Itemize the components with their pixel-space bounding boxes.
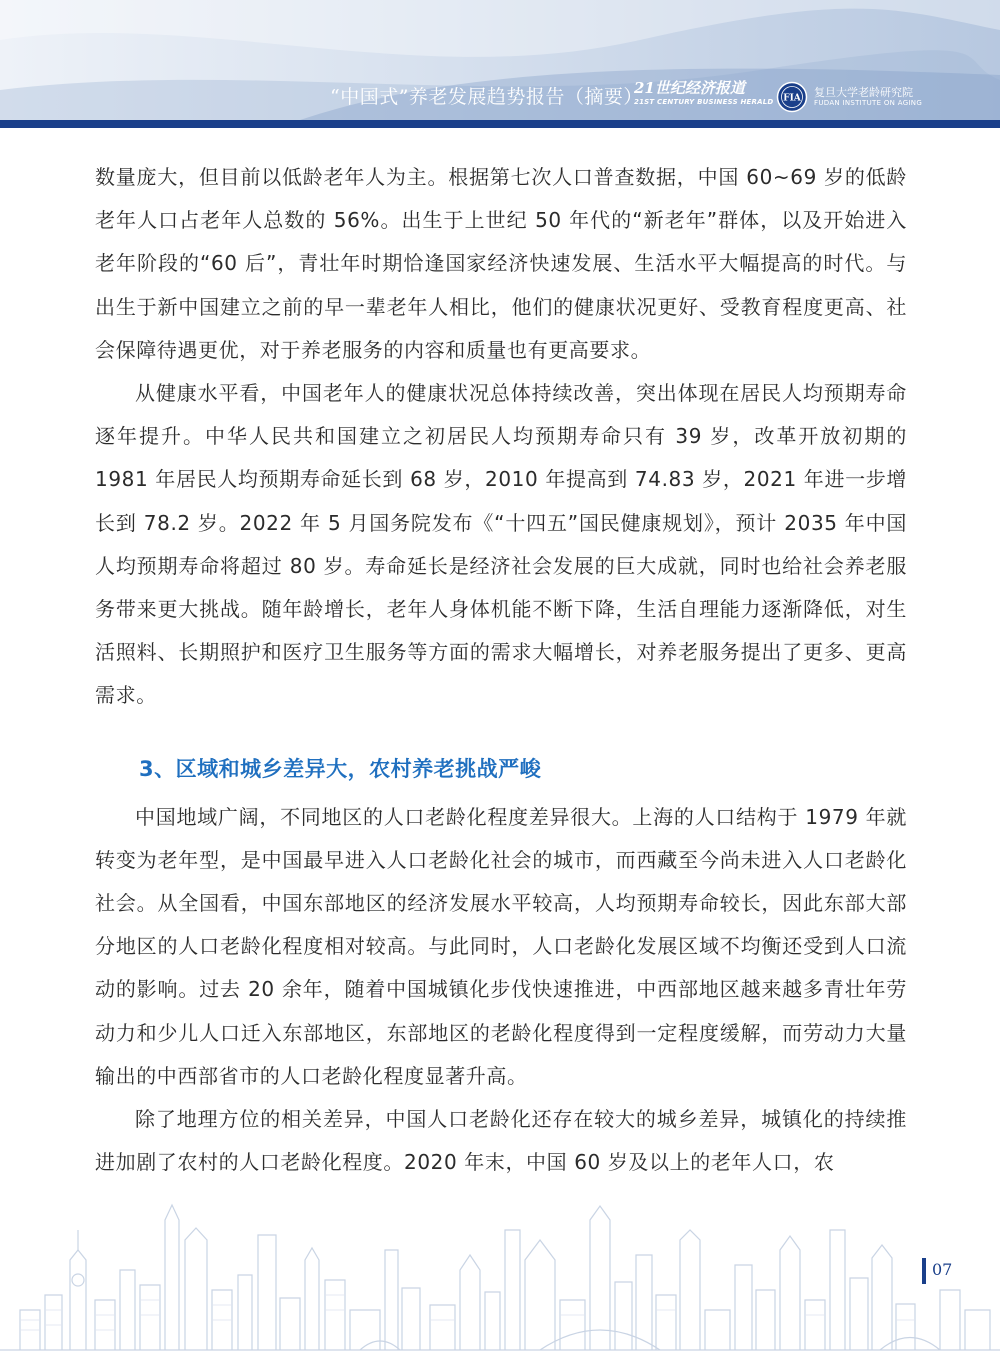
page-number-text: 07 (932, 1260, 953, 1279)
section-heading-3: 3、区域和城乡差异大，农村养老挑战严峻 (139, 756, 542, 781)
institute-name-cn: 复旦大学老龄研究院 (814, 86, 913, 99)
paragraph-2: 从健康水平看，中国老年人的健康状况总体持续改善，突出体现在居民人均预期寿命逐年提升。中华人民共和国建立之初居民人均预期寿命只有 39 岁，改革开放初期的 1981 年居民人均预期寿命延长到 68 岁，2010 年提高到 74.83 岁，2021 年进一步增长到 78.2 岁。2022 年 5 月国务院发布《“十四五”国民健康规划》，预计 2035 年中国人均预期寿命将超过 80 岁。寿命延长是经济社会发展的巨大成就，同时也给社会养老服务带来更大挑战。随年龄增长，老年人身体机能不断下降，生活自理能力逐渐降低，对生活照料、长期照护和医疗卫生服务等方面的需求大幅增长，对养老服务提出了更多、更高需求。 (95, 381, 907, 708)
page-header (0, 0, 1000, 128)
page-number-bar (922, 1258, 926, 1284)
page-number (920, 1254, 1000, 1288)
paragraph-3: 中国地域广阔，不同地区的人口老龄化程度差异很大。上海的人口结构于 1979 年就转变为老年型，是中国最早进入人口老龄化社会的城市，而西藏至今尚未进入人口老龄化社会。从全国看，中国东部地区的经济发展水平较高，人均预期寿命较长，因此东部大部分地区的人口老龄化程度相对较高。与此同时，人口老龄化发展区域不均衡还受到人口流动的影响。过去 20 余年，随着中国城镇化步伐快速推进，中西部地区越来越多青壮年劳动力和少儿人口迁入东部地区，东部地区的老龄化程度得到一定程度缓解，而劳动力大量输出的中西部省市的人口老龄化程度显著升高。 (95, 804, 907, 1088)
header-rule (0, 120, 1000, 128)
article-body (95, 156, 907, 1184)
fudan-seal-icon (776, 81, 808, 113)
herald-logo-en: 21ST CENTURY BUSINESS HERALD (634, 98, 774, 106)
paragraph-4: 除了地理方位的相关差异，中国人口老龄化还存在较大的城乡差异，城镇化的持续推进加剧了农村的人口老龄化程度。2020 年末，中国 60 岁及以上的老年人口，农 (95, 1107, 907, 1175)
herald-logo (634, 79, 774, 107)
svg-text:FIA: FIA (783, 93, 801, 104)
paragraph-1: 数量庞大，但目前以低龄老年人为主。根据第七次人口普查数据，中国 60~69 岁的低龄老年人口占老年人总数的 56%。出生于上世纪 50 年代的“新老年”群体，以及开始进入老年阶段的“60 后”，青壮年时期恰逢国家经济快速发展、生活水平大幅提高的时代。与出生于新中国建立之前的早一辈老年人相比，他们的健康状况更好、受教育程度更高、社会保障待遇更优，对于养老服务的内容和质量也有更高要求。 (95, 165, 907, 362)
city-skyline-illustration (0, 1200, 1000, 1356)
herald-logo-cn: 21世纪经济报道 (634, 79, 745, 97)
institute-name-en: FUDAN INSTITUTE ON AGING (814, 99, 923, 107)
report-title: “中国式”养老发展趋势报告（摘要） (330, 86, 643, 108)
